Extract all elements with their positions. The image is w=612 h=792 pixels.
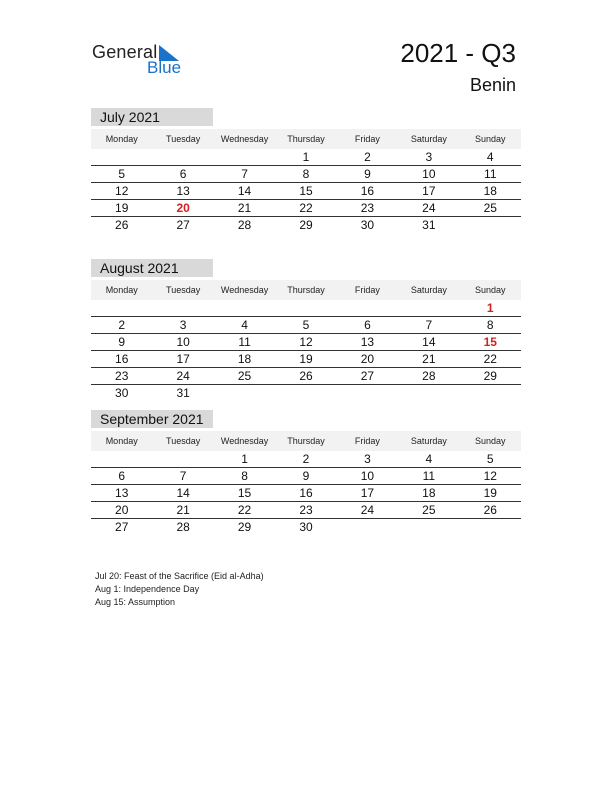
day-cell xyxy=(214,300,275,316)
day-cell xyxy=(91,149,152,165)
day-cell: 26 xyxy=(299,369,313,383)
day-cell: 31 xyxy=(422,218,436,232)
day-cell: 7 xyxy=(179,469,187,483)
day-cell: 3 xyxy=(179,318,187,332)
day-cell xyxy=(275,385,336,401)
holiday-note: Aug 15: Assumption xyxy=(95,597,176,607)
day-cell: 24 xyxy=(176,369,190,383)
holiday-day-cell: 15 xyxy=(483,335,497,349)
day-cell: 5 xyxy=(302,318,310,332)
holiday-day-cell: 1 xyxy=(486,301,494,315)
day-cell xyxy=(337,385,398,401)
day-cell: 26 xyxy=(115,218,129,232)
week-row xyxy=(91,385,521,401)
day-cell: 6 xyxy=(364,318,371,332)
day-cell: 20 xyxy=(360,352,375,366)
day-cell: 2 xyxy=(302,452,310,466)
week-row xyxy=(91,485,521,502)
weekday-label: Sunday xyxy=(475,134,506,144)
day-cell: 6 xyxy=(179,167,187,181)
day-cell: 22 xyxy=(483,352,497,366)
day-cell: 23 xyxy=(360,201,375,215)
day-cell: 29 xyxy=(299,218,313,232)
day-cell xyxy=(91,300,152,316)
week-row xyxy=(91,334,521,351)
day-cell: 20 xyxy=(115,503,129,517)
day-cell: 16 xyxy=(115,352,129,366)
weekday-label: Monday xyxy=(105,436,138,446)
country-name: Benin xyxy=(469,75,516,95)
day-cell: 30 xyxy=(299,520,313,534)
day-cell: 25 xyxy=(422,503,436,517)
day-cell xyxy=(214,385,275,401)
day-cell: 7 xyxy=(425,318,433,332)
day-cell: 27 xyxy=(176,218,190,232)
weekday-label: Sunday xyxy=(475,436,506,446)
day-cell: 15 xyxy=(237,486,252,500)
day-cell: 21 xyxy=(176,503,190,517)
day-cell: 2 xyxy=(364,150,371,164)
weekday-label: Friday xyxy=(354,134,380,144)
day-cell: 18 xyxy=(422,486,436,500)
day-cell: 16 xyxy=(360,184,375,198)
day-cell: 25 xyxy=(237,369,252,383)
day-cell: 6 xyxy=(118,469,126,483)
day-cell: 28 xyxy=(176,520,190,534)
weekday-label: Monday xyxy=(105,134,138,144)
day-cell: 1 xyxy=(241,452,248,466)
day-cell xyxy=(460,217,521,233)
day-cell xyxy=(152,451,213,467)
day-cell xyxy=(398,519,459,535)
day-cell: 14 xyxy=(176,486,190,500)
weekday-label: Saturday xyxy=(410,436,447,446)
day-cell: 24 xyxy=(422,201,436,215)
weekday-label: Wednesday xyxy=(220,134,269,144)
day-cell: 4 xyxy=(241,318,248,332)
day-cell: 9 xyxy=(302,469,310,483)
day-cell: 13 xyxy=(360,335,375,349)
day-cell: 1 xyxy=(302,150,310,164)
month-label: September 2021 xyxy=(91,410,213,428)
day-cell: 31 xyxy=(176,386,190,400)
weekday-label: Tuesday xyxy=(166,134,201,144)
day-cell: 10 xyxy=(422,167,436,181)
holiday-note: Aug 1: Independence Day xyxy=(95,584,200,594)
day-cell: 3 xyxy=(364,452,371,466)
weekday-label: Thursday xyxy=(287,285,325,295)
day-cell: 19 xyxy=(483,486,497,500)
day-cell: 12 xyxy=(299,335,313,349)
day-cell: 25 xyxy=(483,201,497,215)
day-cell: 5 xyxy=(118,167,126,181)
day-cell xyxy=(460,519,521,535)
day-cell: 12 xyxy=(115,184,129,198)
day-cell: 9 xyxy=(364,167,371,181)
day-cell: 27 xyxy=(360,369,375,383)
day-cell: 24 xyxy=(360,503,375,517)
day-cell: 19 xyxy=(115,201,129,215)
month-august xyxy=(91,259,521,401)
weekday-header xyxy=(91,129,521,149)
month-label: August 2021 xyxy=(91,259,213,277)
day-cell: 16 xyxy=(299,486,313,500)
page-title: 2021 - Q3 xyxy=(400,38,516,68)
month-label: July 2021 xyxy=(91,108,213,126)
month-july xyxy=(91,108,521,233)
day-cell: 7 xyxy=(241,167,248,181)
day-cell: 4 xyxy=(486,150,494,164)
holiday-note: Jul 20: Feast of the Sacrifice (Eid al-Adha) xyxy=(95,571,264,581)
week-row xyxy=(91,368,521,385)
week-row xyxy=(91,166,521,183)
day-cell: 18 xyxy=(483,184,497,198)
day-cell: 15 xyxy=(299,184,313,198)
day-cell: 23 xyxy=(115,369,129,383)
weekday-label: Sunday xyxy=(475,285,506,295)
day-cell xyxy=(398,300,459,316)
day-cell: 28 xyxy=(422,369,436,383)
day-cell: 4 xyxy=(425,452,433,466)
day-cell: 5 xyxy=(486,452,494,466)
weekday-label: Friday xyxy=(354,285,380,295)
day-cell: 30 xyxy=(115,386,129,400)
day-cell: 26 xyxy=(483,503,497,517)
day-cell: 11 xyxy=(422,469,436,483)
day-cell: 8 xyxy=(302,167,310,181)
day-cell: 10 xyxy=(176,335,190,349)
weekday-label: Saturday xyxy=(410,285,447,295)
day-cell: 11 xyxy=(484,167,497,181)
weekday-header xyxy=(91,431,521,451)
day-cell xyxy=(91,451,152,467)
day-cell: 11 xyxy=(238,335,251,349)
holiday-notes xyxy=(95,570,264,609)
day-cell xyxy=(460,385,521,401)
day-cell: 30 xyxy=(360,218,375,232)
weekday-label: Saturday xyxy=(410,134,447,144)
day-cell: 14 xyxy=(237,184,252,198)
day-cell: 13 xyxy=(176,184,190,198)
day-cell xyxy=(152,300,213,316)
day-cell: 22 xyxy=(237,503,252,517)
day-cell xyxy=(337,519,398,535)
day-cell: 10 xyxy=(360,469,375,483)
day-cell: 13 xyxy=(115,486,129,500)
day-cell: 17 xyxy=(176,352,190,366)
weekday-header xyxy=(91,280,521,300)
day-cell: 28 xyxy=(237,218,252,232)
day-cell xyxy=(337,300,398,316)
day-cell xyxy=(152,149,213,165)
holiday-day-cell: 20 xyxy=(176,201,190,215)
weekday-label: Thursday xyxy=(287,436,325,446)
day-cell xyxy=(275,300,336,316)
logo-general-text: General xyxy=(92,42,158,62)
weekday-label: Wednesday xyxy=(220,436,269,446)
week-row xyxy=(91,502,521,519)
logo xyxy=(92,42,202,80)
week-row xyxy=(91,300,521,317)
weekday-label: Tuesday xyxy=(166,436,201,446)
day-cell: 22 xyxy=(299,201,313,215)
day-cell: 2 xyxy=(118,318,126,332)
weekday-label: Tuesday xyxy=(166,285,201,295)
day-cell: 18 xyxy=(237,352,252,366)
day-cell xyxy=(398,385,459,401)
day-cell: 21 xyxy=(237,201,252,215)
weekday-label: Friday xyxy=(354,436,380,446)
day-cell: 17 xyxy=(360,486,375,500)
weekday-label: Thursday xyxy=(287,134,325,144)
day-cell: 21 xyxy=(422,352,436,366)
weekday-label: Wednesday xyxy=(220,285,269,295)
weekday-label: Monday xyxy=(105,285,138,295)
day-cell: 9 xyxy=(118,335,126,349)
week-row xyxy=(91,468,521,485)
day-cell: 12 xyxy=(483,469,497,483)
day-cell: 27 xyxy=(115,520,129,534)
day-cell: 29 xyxy=(483,369,497,383)
week-row xyxy=(91,217,521,233)
day-cell: 29 xyxy=(237,520,252,534)
day-cell: 19 xyxy=(299,352,313,366)
week-row xyxy=(91,149,521,166)
logo-blue-text: Blue xyxy=(147,58,182,77)
day-cell: 3 xyxy=(425,150,433,164)
day-cell: 8 xyxy=(486,318,494,332)
week-row xyxy=(91,317,521,334)
week-row xyxy=(91,451,521,468)
week-row xyxy=(91,183,521,200)
week-row xyxy=(91,200,521,217)
day-cell: 23 xyxy=(299,503,313,517)
week-row xyxy=(91,351,521,368)
week-row xyxy=(91,519,521,535)
day-cell xyxy=(214,149,275,165)
month-september xyxy=(91,410,521,535)
day-cell: 14 xyxy=(422,335,436,349)
day-cell: 8 xyxy=(241,469,248,483)
day-cell: 17 xyxy=(422,184,436,198)
